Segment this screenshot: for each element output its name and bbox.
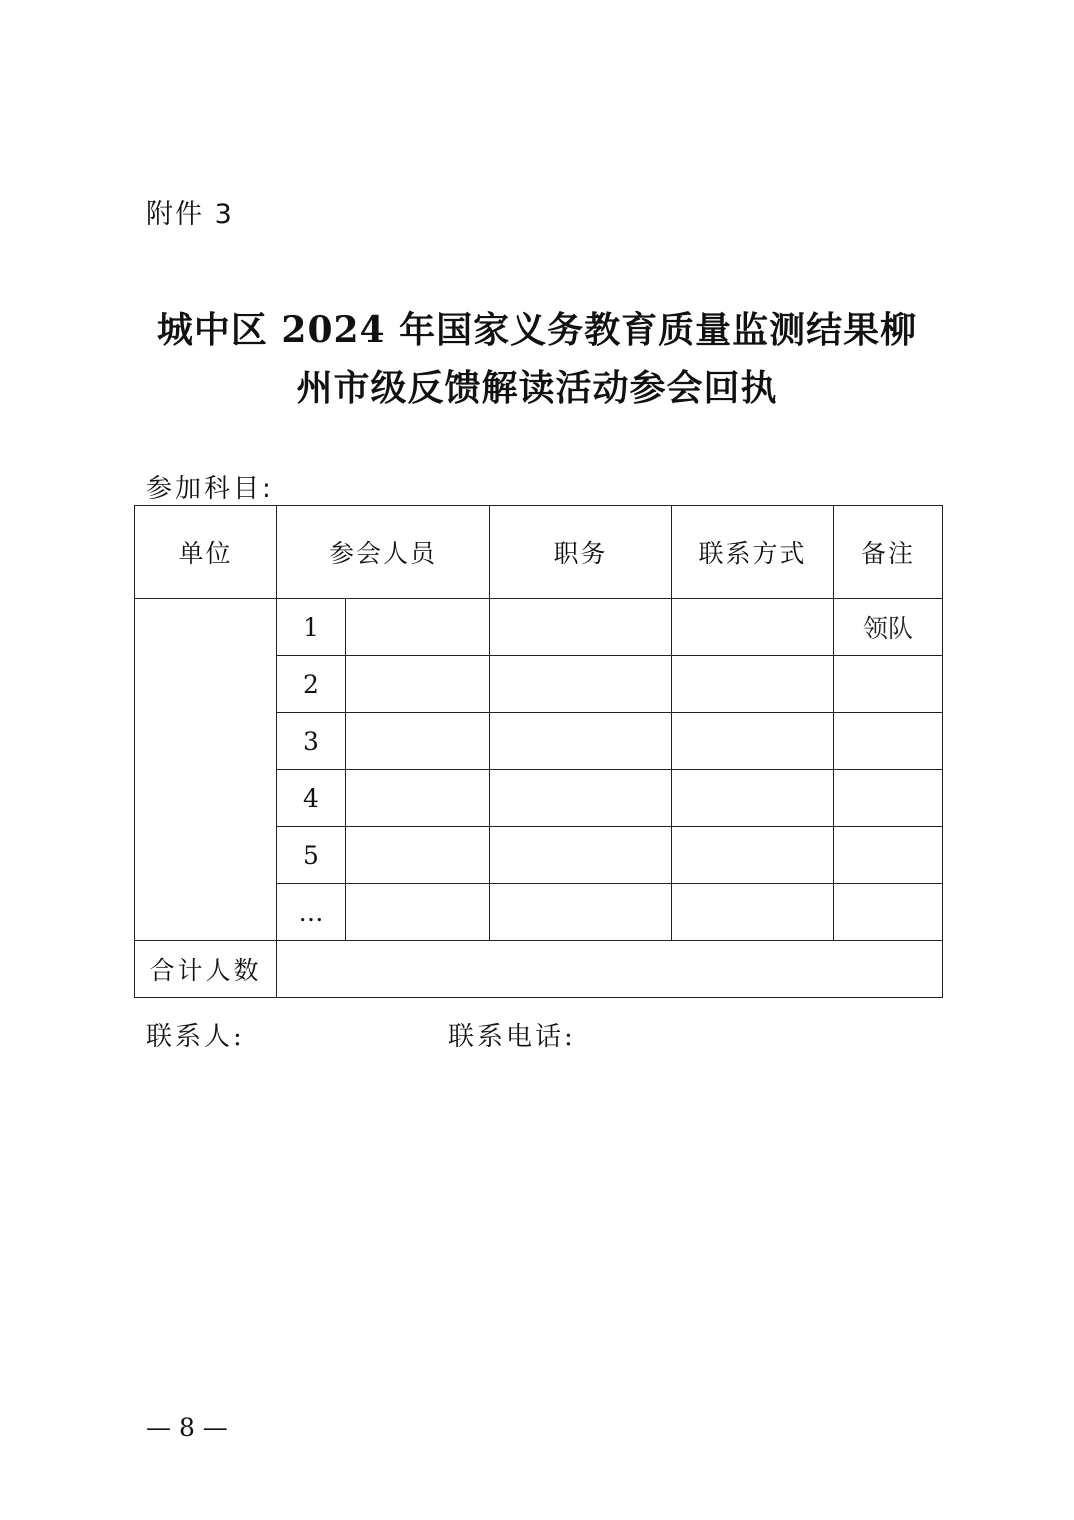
remark-cell[interactable]: [834, 884, 943, 941]
total-value-cell[interactable]: [277, 941, 943, 998]
attendee-name-cell[interactable]: [346, 827, 490, 884]
position-cell[interactable]: [490, 770, 672, 827]
subject-label: 参加科目:: [146, 474, 274, 504]
total-row: [135, 941, 943, 998]
contact-phone-label: 联系电话:: [448, 1022, 576, 1052]
document-title-line-2: 州市级反馈解读活动参会回执: [296, 367, 778, 409]
attendee-name-cell[interactable]: [346, 656, 490, 713]
header-remarks: 备注: [834, 506, 943, 599]
row-number: …: [277, 884, 346, 941]
attendee-name-cell[interactable]: [346, 599, 490, 656]
total-label: 合计人数: [135, 941, 277, 998]
position-cell[interactable]: [490, 827, 672, 884]
attachment-label: 附件 3: [146, 199, 234, 230]
unit-cell[interactable]: [135, 599, 277, 941]
page-number: — 8 —: [146, 1413, 228, 1442]
attendee-name-cell[interactable]: [346, 884, 490, 941]
table-header-row: [135, 506, 943, 599]
attendee-name-cell[interactable]: [346, 713, 490, 770]
document-title-line-1: 城中区 2024 年国家义务教育质量监测结果柳: [156, 309, 918, 351]
remark-cell[interactable]: [834, 656, 943, 713]
remark-cell[interactable]: [834, 770, 943, 827]
position-cell[interactable]: [490, 884, 672, 941]
row-number: 4: [277, 770, 346, 827]
contact-cell[interactable]: [672, 770, 834, 827]
attendee-name-cell[interactable]: [346, 770, 490, 827]
header-contact: 联系方式: [672, 506, 834, 599]
contact-person-label: 联系人:: [146, 1022, 245, 1052]
contact-cell[interactable]: [672, 713, 834, 770]
table-row: [135, 599, 943, 656]
position-cell[interactable]: [490, 599, 672, 656]
row-number: 3: [277, 713, 346, 770]
remark-cell[interactable]: 领队: [834, 599, 943, 656]
header-attendees: 参会人员: [277, 506, 490, 599]
position-cell[interactable]: [490, 713, 672, 770]
row-number: 1: [277, 599, 346, 656]
remark-cell[interactable]: [834, 713, 943, 770]
header-position: 职务: [490, 506, 672, 599]
row-number: 2: [277, 656, 346, 713]
row-number: 5: [277, 827, 346, 884]
contact-cell[interactable]: [672, 884, 834, 941]
header-unit: 单位: [135, 506, 277, 599]
registration-table: [134, 505, 943, 998]
position-cell[interactable]: [490, 656, 672, 713]
remark-cell[interactable]: [834, 827, 943, 884]
contact-cell[interactable]: [672, 599, 834, 656]
contact-cell[interactable]: [672, 827, 834, 884]
contact-cell[interactable]: [672, 656, 834, 713]
